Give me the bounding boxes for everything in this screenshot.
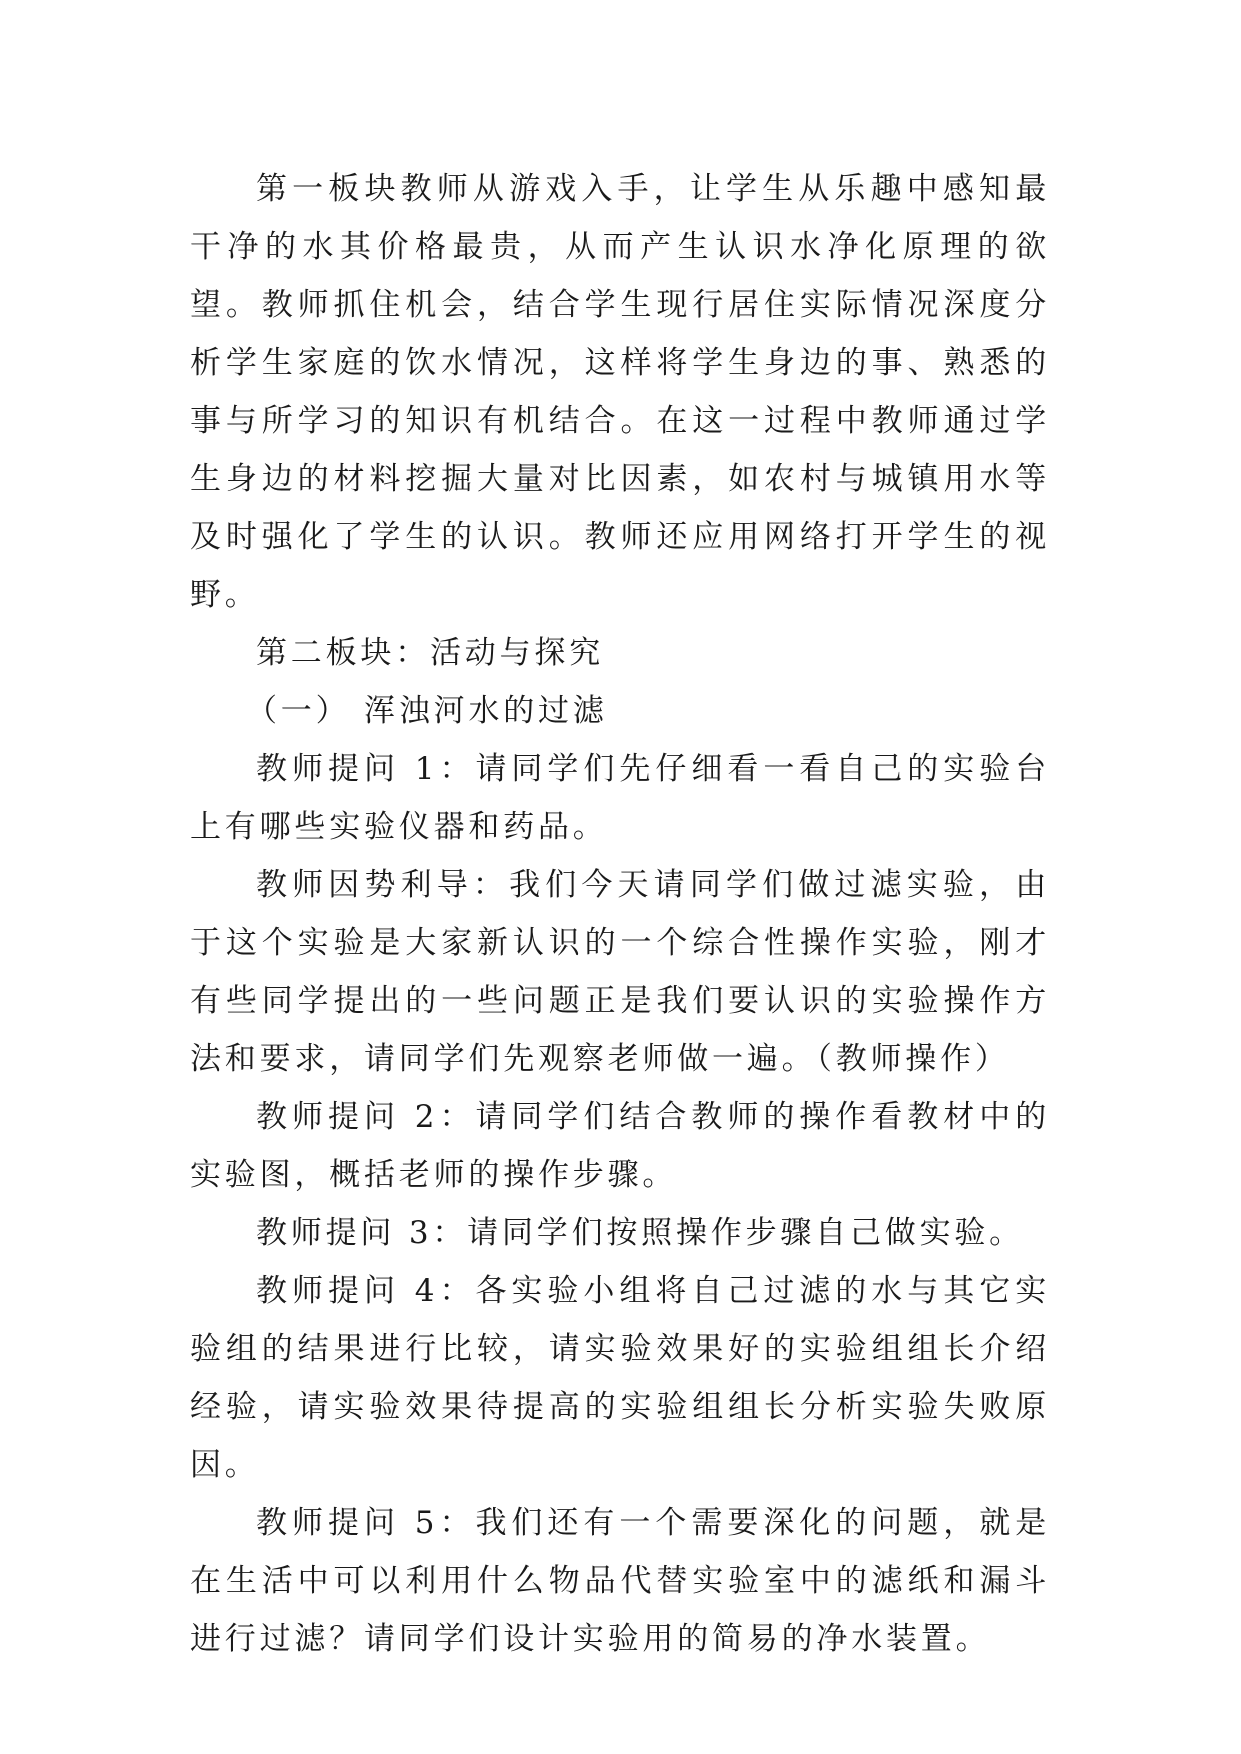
paragraph-teacher-question-4: 教师提问 4：各实验小组将自己过滤的水与其它实验组的结果进行比较，请实验效果好的实验组组长介绍经验，请实验效果待提高的实验组组长分析实验失败原因。 [190,1273,1050,1483]
paragraph-first-section-summary: 第一板块教师从游戏入手，让学生从乐趣中感知最干净的水其价格最贵，从而产生认识水净化原理的欲望。教师抓住机会，结合学生现行居住实际情况深度分析学生家庭的饮水情况，这样将学生身边的事、熟悉的事与所学习的知识有机结合。在这一过程中教师通过学生身边的材料挖掘大量对比因素，如农村与城镇用水等及时强化了学生的认识。教师还应用网络打开学生的视野。 [190,171,1050,613]
paragraph-teacher-question-5: 教师提问 5：我们还有一个需要深化的问题，就是在生活中可以利用什么物品代替实验室中的滤纸和漏斗进行过滤？请同学们设计实验用的简易的净水装置。 [190,1505,1050,1657]
paragraph-teacher-question-3: 教师提问 3：请同学们按照操作步骤自己做实验。 [256,1215,1024,1251]
paragraph-teacher-question-2: 教师提问 2：请同学们结合教师的操作看教材中的实验图，概括老师的操作步骤。 [190,1099,1050,1193]
section-heading-second-section: 第二板块：活动与探究 [256,635,604,671]
paragraph-teacher-guidance: 教师因势利导：我们今天请同学们做过滤实验，由于这个实验是大家新认识的一个综合性操作实验，刚才有些同学提出的一些问题正是我们要认识的实验操作方法和要求，请同学们先观察老师做一遍。（教师操作） [190,867,1050,1077]
paragraph-teacher-question-1: 教师提问 1：请同学们先仔细看一看自己的实验台上有哪些实验仪器和药品。 [190,751,1050,845]
document-body [190,160,1050,1668]
subsection-heading-filtration: （一） 浑浊河水的过滤 [246,693,608,729]
